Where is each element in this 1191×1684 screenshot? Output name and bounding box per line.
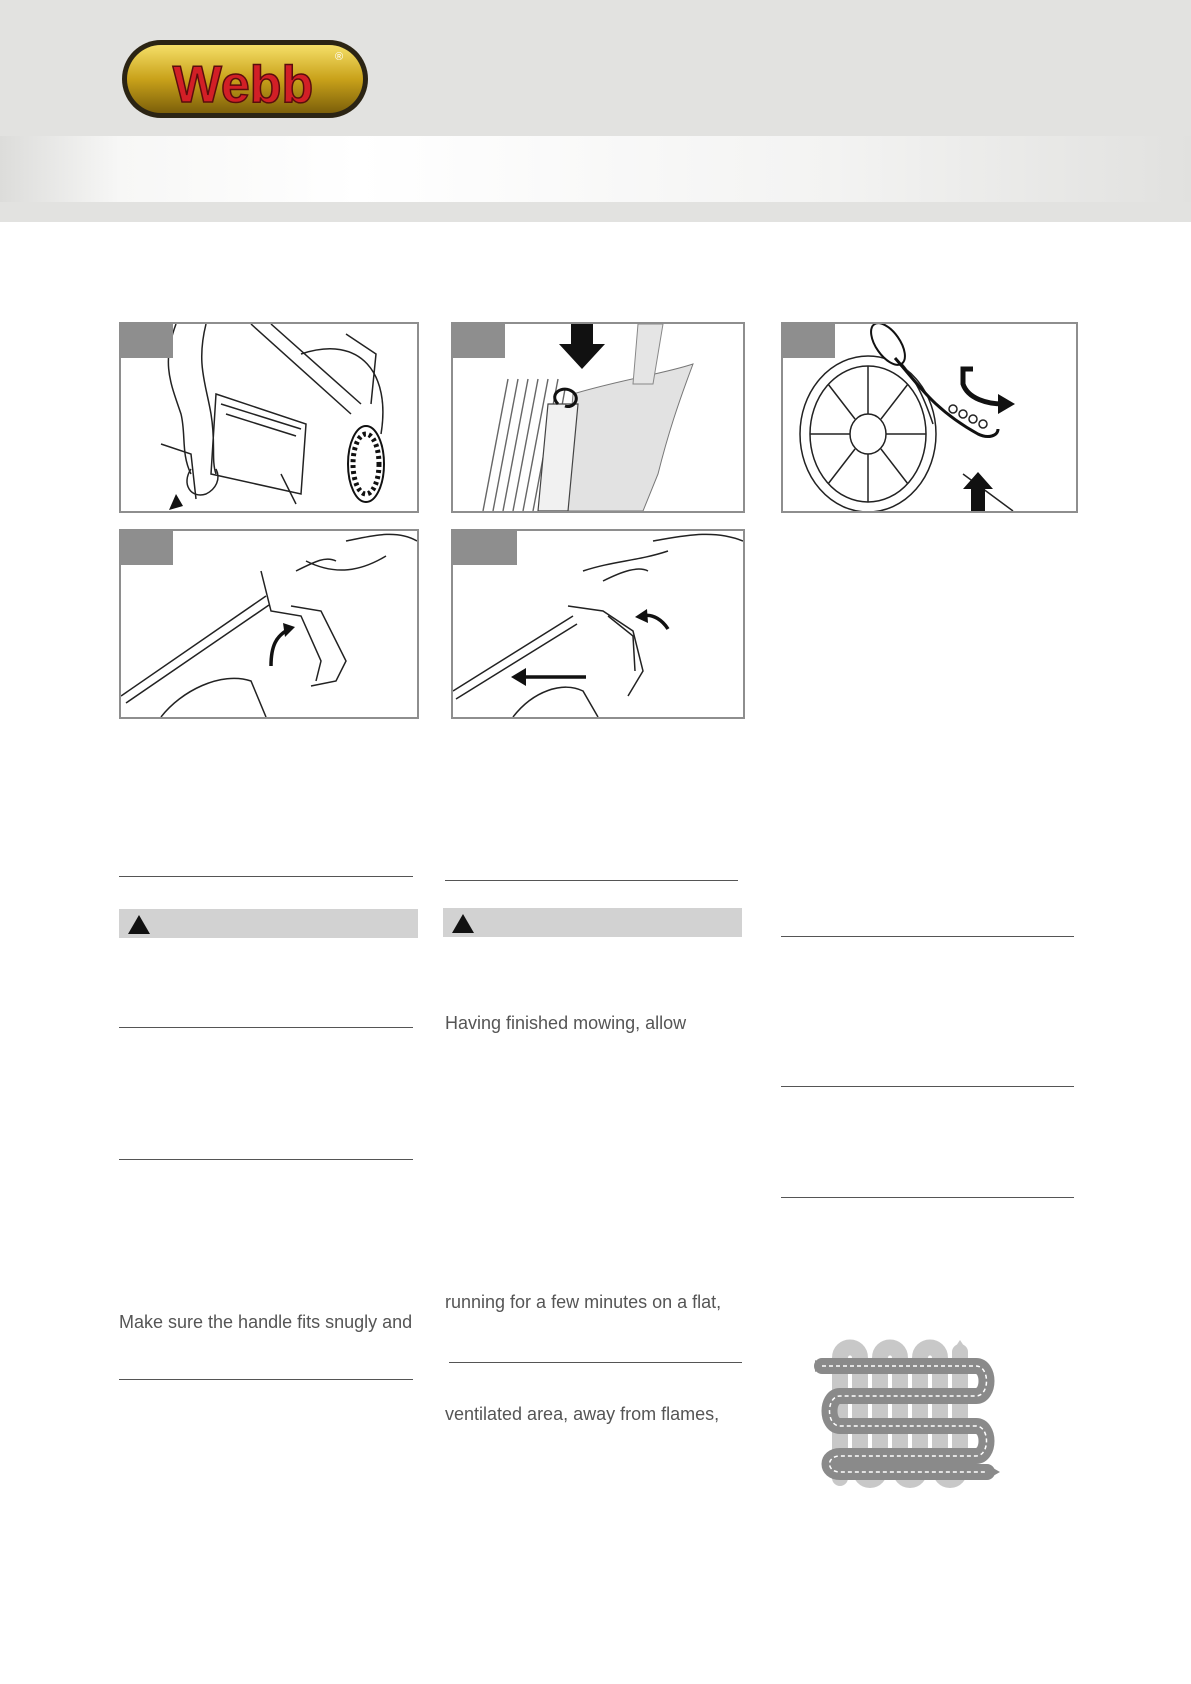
illustration-panel-step-5 bbox=[451, 529, 745, 719]
illustration-panel-step-1 bbox=[119, 322, 419, 513]
column-3-divider bbox=[781, 1086, 1074, 1087]
header-gradient-band bbox=[0, 136, 1191, 202]
webb-logo bbox=[121, 38, 371, 122]
column-1-warning-bar bbox=[119, 909, 418, 938]
column-1-divider bbox=[119, 1159, 413, 1160]
step-number-tab bbox=[453, 531, 517, 565]
step-number-tab bbox=[783, 324, 835, 358]
column-3-divider bbox=[781, 1197, 1074, 1198]
step-number-tab bbox=[453, 324, 505, 358]
column-1-divider bbox=[119, 876, 413, 877]
illustration-panel-step-4 bbox=[119, 529, 419, 719]
mowing-pattern-icon bbox=[812, 1338, 1004, 1490]
column-1-divider bbox=[119, 1027, 413, 1028]
illustration-panel-step-2 bbox=[451, 322, 745, 513]
column-3-divider bbox=[781, 936, 1074, 937]
illustration-panel-step-3 bbox=[781, 322, 1078, 513]
running-instruction: running for a few minutes on a flat, bbox=[445, 1292, 722, 1312]
registered-mark: ® bbox=[335, 51, 344, 63]
warning-triangle-icon bbox=[128, 915, 150, 934]
column-1-divider bbox=[119, 1379, 413, 1380]
logo-wordmark: Webb bbox=[172, 56, 314, 114]
after-mowing-instruction: Having finished mowing, allow bbox=[445, 1013, 687, 1033]
column-2-divider bbox=[449, 1362, 742, 1363]
step-number-tab bbox=[121, 324, 173, 358]
column-2-warning-bar bbox=[443, 908, 742, 937]
step-number-tab bbox=[121, 531, 173, 565]
header-bottom-band bbox=[0, 202, 1191, 222]
handle-fit-instruction: Make sure the handle fits snugly and bbox=[119, 1312, 413, 1332]
column-2-divider bbox=[445, 880, 738, 881]
warning-triangle-icon bbox=[452, 914, 474, 933]
ventilated-area-instruction: ventilated area, away from flames, bbox=[445, 1404, 720, 1424]
